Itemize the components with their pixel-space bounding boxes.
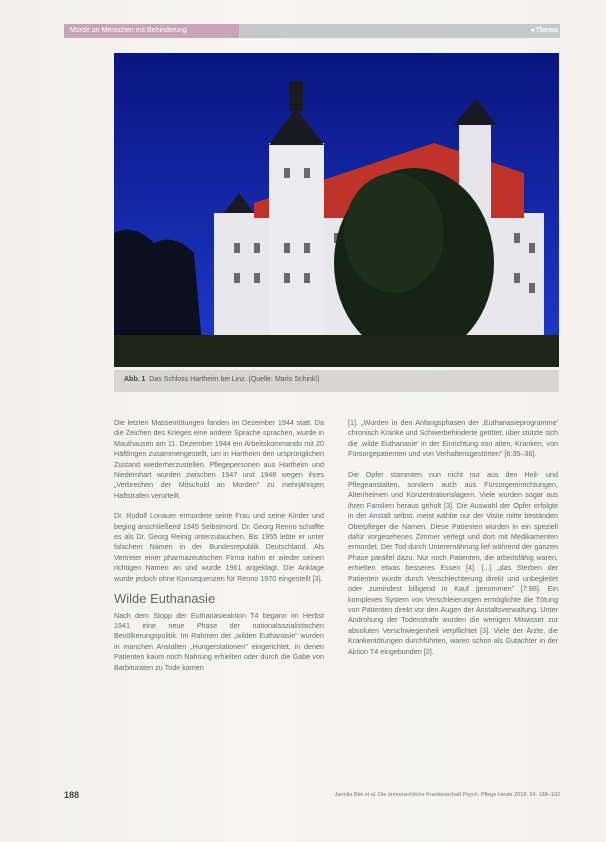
section-heading: Wilde Euthanasie [114, 591, 216, 607]
footer-citation: Jarmila Blei et al. Die unmenschliche Krankenschaft Psych. Pflege Heute 2018; 24: 188–192 [334, 792, 560, 798]
figure-caption-text: Das Schloss Hartheim bei Linz. (Quelle: Mario Schinkl) [149, 376, 320, 383]
thema-label [531, 24, 558, 38]
left-paragraph-3: Nach dem Stopp der Euthanasieaktion T4 begann im Herbst 1941 eine neue Phase der nationalsozialistischen Bevölkerungspolitik. Im Rahmen der „wilden Euthanasie" wurden in manchen Anstalten „Hungerstationen" eingerichtet, in denen Patienten kaum noch Nahrung erhielten oder durch die Gabe von Barbituraten zu Tode kamen [114, 610, 324, 672]
thema-marker-icon: ● [530, 27, 536, 34]
figure-label: Abb. 1 [124, 376, 146, 383]
right-column [348, 418, 558, 667]
right-paragraph-1: [1]. „Wurden in den Anfangsphasen der ,Euthanasieprogramme' chronisch Kranke und Schwerbehinderte getötet, über stützte sich die ,wilde Euthanasie' in der Einrichtung von alten, Kranken, von Fürsorgepatienten und von Verhaltensgestörten" [6:35–36]. [348, 418, 558, 459]
left-column [114, 418, 324, 683]
castle-photo [114, 53, 559, 367]
right-paragraph-2: Die Opfer stammten nun nicht nur aus den Heil- und Pflegeanstalten, sondern auch aus Fürsorgeeinrichtungen, Altenheimen und Konzentrationslagern. Viele wurden sogar aus ihren Familien heraus geholt [3]. Die Auswahl der Opfer erfolgte in der Anstalt selbst, meist wählte nur der Visite mitte beständen Oberpfleger die Namen. Diese Patienten wurden in ein speziell dafür vorgesehenes Zimmer verlegt und dort mit Medikamenten ermordet. Der Tod durch Unterernährung lief während der ganzen Phase parallel dazu. Nur noch Patienten, die arbeitsfähig waren, erhielten etwas besseres Essen [4]. [...] „das Sterben der Patienten wurde durch Verschlechterung direkt und unbegleitet oder zumindest billigend in Kauf genommen" [7:88]. Ein komplexes System von Verschleierungen ermöglichte die Tötung von Patienten direkt vor den Augen der Anstaltsverwaltung. Unter Androhung der Todesstrafe wurden die wenigen Mitwisser zur absoluten Verschwiegenheit verpflichtet [3]. Viele der Ärzte, die Krankentötungen durchführten, waren schon als Gutachter in der Aktion T4 eingebunden [2]. [348, 469, 558, 656]
castle-photo-illustration [114, 53, 559, 367]
left-paragraph-1: Die letzten Massentötungen fanden im Dezember 1944 statt. Da die Zeichen des Krieges eine andere Sprache sprachen, wurde in Mauthausen am 11. Dezember 1944 ein Arbeitskommando mit 20 Häftlingen zusammengestellt, um in Hartheim den ursprünglichen Zustand wiederherzustellen. Pflegepersonen aus Hartheim und Niedernhart wurden zwischen 1947 und 1948 wegen ihres „Verbrechen der Mitschuld an Morden" zu mehrjährigen Haftstrafen verurteilt. [114, 418, 324, 500]
figure-caption [124, 376, 319, 383]
section-label: Morde an Menschen mit Behinderung [64, 24, 239, 38]
thema-text: Thema [535, 27, 558, 34]
left-paragraph-2: Dr. Rudolf Lonauer ermordete seine Frau und seine Kinder und beging anschließend 1945 Selbstmord. Dr. Georg Renno schaffte es als Dr. Georg Reinig unterzutauchen. Bis 1955 lebte er unter falschem Namen in der Bundesrepublik Deutschland. Als Vertreter einer pharmazeutischen Firma nahm er wieder seinen richtigen Namen an und wurde 1961 angeklagt. Die Anklage wurde jedoch ohne Konsequenzen für Renno 1970 eingestellt [3]. [114, 511, 324, 583]
page-number: 188 [64, 790, 80, 800]
